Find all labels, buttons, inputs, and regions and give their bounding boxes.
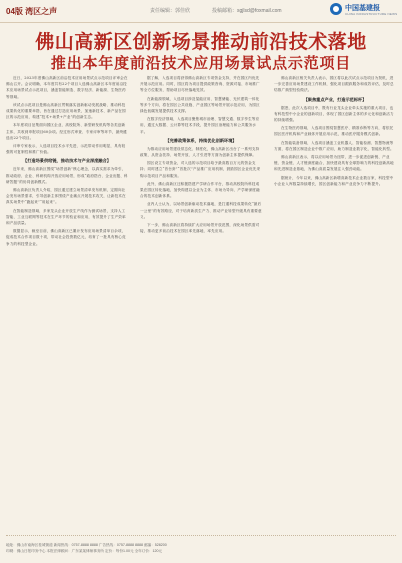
article-column-1 <box>6 75 128 535</box>
logo-subtitle: CHINA INFRASTRUCTURE NEWS <box>345 12 398 16</box>
footer-line: 地址：佛山市南海区桂城街道 新闻热线：0757-8888 8888 广告热线：0757-8888 8888 邮编：528200 <box>6 543 167 547</box>
paragraph: 业内人士认为，以场景创新驱动技术落地，是打通科技成果转化“最后一公里”的有效路径，对于培育新质生产力、推动产业转型升级具有重要意义。 <box>140 202 262 219</box>
logo-mark-icon <box>330 3 342 15</box>
paragraph: 此外，佛山高新区还积极搭建产学研合作平台，推动高校院所科技成果在园区转化落地，加快构建以企业为主体、市场为导向、产学研深度融合的技术创新体系。 <box>140 181 260 199</box>
footer-line: 印刷：佛山日报印务中心 本报法律顾问：广东某某律师事务所 定价：每份1.00元 全年订价：120元 <box>6 549 163 553</box>
headline-sub: 推出本年度前沿技术应用场景试点示范项目 <box>50 54 352 72</box>
paragraph: 据了解，入选项目将获得佛山高新区专项资金支持，并在园区内优先开展示范应用。同时，园区将为项目提供政策咨询、资源对接、市场推广等全方位服务，帮助项目尽快落地见效。 <box>140 76 260 93</box>
paragraph: 据统计，今年以来，佛山高新区新增高新技术企业数百家，科技型中小企业入库数量持续增长，园区创新能力和产业竞争力不断提升。 <box>274 175 394 186</box>
section-subhead: 【聚焦重点产业，打造示范标杆】 <box>303 96 367 102</box>
paragraph: 本年度项目征集面向园区企业、高校院所、新型研发机构等各类创新主体，共收到申报项目60余项。经过形式审查、专家评审等环节，最终遴选出22个项目。 <box>6 123 127 140</box>
paragraph: 评审专家表示，入选项目技术水平先进、示范带动作用明显，具有较强的可复制性和推广价值。 <box>6 144 126 155</box>
paragraph: 在生物医药领域，入选项目围绕智慧医疗、精准诊断等方向，将依托园区医疗机构和产业载体开展应用示范，推动医疗服务模式创新。 <box>274 126 394 137</box>
editor-credit: 责任编辑：郭佳欣 <box>150 8 191 14</box>
headline-main: 佛山高新区创新场景推动前沿技术落地 <box>35 31 367 53</box>
section-subhead: 【完善政策体系，持续优化创新环境】 <box>165 137 237 143</box>
article-body <box>6 75 396 535</box>
page-section-tag: 04版 湾区之声 <box>6 7 58 16</box>
paragraph: 在智能制造领域，多家龙头企业开放生产线作为测试场景，支持人工智能、工业互联网等技术在生产环节的验证和应用，有效提升了生产效率和产品质量。 <box>6 208 126 226</box>
logo-name: 中国基建报 <box>345 5 380 12</box>
paragraph: 据悉，此次入选项目中，既有行业龙头企业牵头实施的重大项目，也有科技型中小企业的创新项目，体现了园区创新主体的多元化和创新活力的持续增强。 <box>274 105 394 123</box>
paragraph: 为推动应用场景建设常态化、制度化，佛山高新区出台了一系列支持政策，从资金扶持、场景开放、人才引进等方面为创新主体提供保障。 <box>140 146 260 158</box>
paragraph: 在数字经济领域，入选项目聚焦城市治理、智慧交通、数字孪生等应用，通过大数据、云计算等技术手段，提升园区治理能力和公共服务水平。 <box>140 117 260 134</box>
paragraph: 在新能源领域，入选项目涉及氢能应用、智慧储能、光伏建筑一体化等多个方向，将在园区公共设施、产业园区等场景开展示范应用，为园区绿色低碳发展提供技术支撑。 <box>140 96 260 114</box>
paragraph: 佛山高新区表示，将以应用场景为纽带，进一步促进创新链、产业链、资金链、人才链深度融合，加快建设具有全球影响力的科技创新高地和先进制造业基地，为佛山高质量发展注入强劲动能。 <box>274 155 394 172</box>
newspaper-logo <box>330 2 396 18</box>
section-subhead: 【打造场景供给链，推动技术与产业深度融合】 <box>23 158 111 164</box>
masthead-bar <box>0 0 402 23</box>
footer-info <box>6 542 396 554</box>
paragraph: 近日，2023年度佛山高新区前沿技术应用场景试点示范项目评审会在佛山召开。会议明确，本年度共有22个项目入选佛山高新区本年度前沿技术应用场景试点示范项目，涵盖智能制造、数字经济、新能源、生物医药等领域。 <box>6 76 128 99</box>
paragraph: 在智能装备领域，入选项目涵盖工业机器人、智能检测、智慧物流等方面，将在园区制造企业中推广应用，助力制造业数字化、智能化转型。 <box>274 140 394 151</box>
paragraph: 佛山高新区负责人介绍，园区通过建立场景清单发布机制，定期向社会发布场景需求，引导创新主体围绕产业痛点开展技术攻关，让新技术在真实场景中“跑起来”“用起来”。 <box>6 188 126 205</box>
paragraph: 该试点示范项目是佛山高新区贯彻落实创新驱动发展战略、推动科技成果转化的重要举措，旨在通过打造应用场景，加速新技术、新产品在园区的示范应用，构建“技术+场景+产业”的创新生态。 <box>6 102 126 120</box>
submission-email[interactable]: 投稿邮箱：sgjlsd@foxmail.com <box>212 8 282 14</box>
footer-divider <box>6 535 396 538</box>
paragraph: 园区设立专项资金，对入选的示范项目给予最高数百万元的资金支持；同时建立“首台套”“首批次”产品推广应用机制，鼓励园区企业优先采购示范项目产品和服务。 <box>140 161 261 178</box>
paragraph: 下一步，佛山高新区将持续扩大应用场景开放范围，深化场景供需对接，推动更多前沿技术在园区率先落地、率先应用。 <box>140 223 260 234</box>
paragraph: 佛山高新区相关负责人表示，园区将以此次试点示范项目为契机，进一步完善应用场景建设工作机制，强化项目跟踪服务和成效评估，及时总结推广典型经验做法。 <box>274 76 394 93</box>
article-column-2 <box>140 75 262 535</box>
paragraph: 数据显示，截至目前，佛山高新区已累计发布应用场景清单百余项，促成技术合作项目数十项，带动社会投资数亿元，培育了一批具有核心竞争力的科技型企业。 <box>6 229 126 246</box>
paragraph: 近年来，佛山高新区围绕“场景创新”核心理念，以真实需求为牵引，推动政府、企业、科研机构开放应用场景，形成“政府搭台、企业出题、科研答题”的协同创新模式。 <box>6 167 128 184</box>
article-column-3 <box>274 75 396 535</box>
